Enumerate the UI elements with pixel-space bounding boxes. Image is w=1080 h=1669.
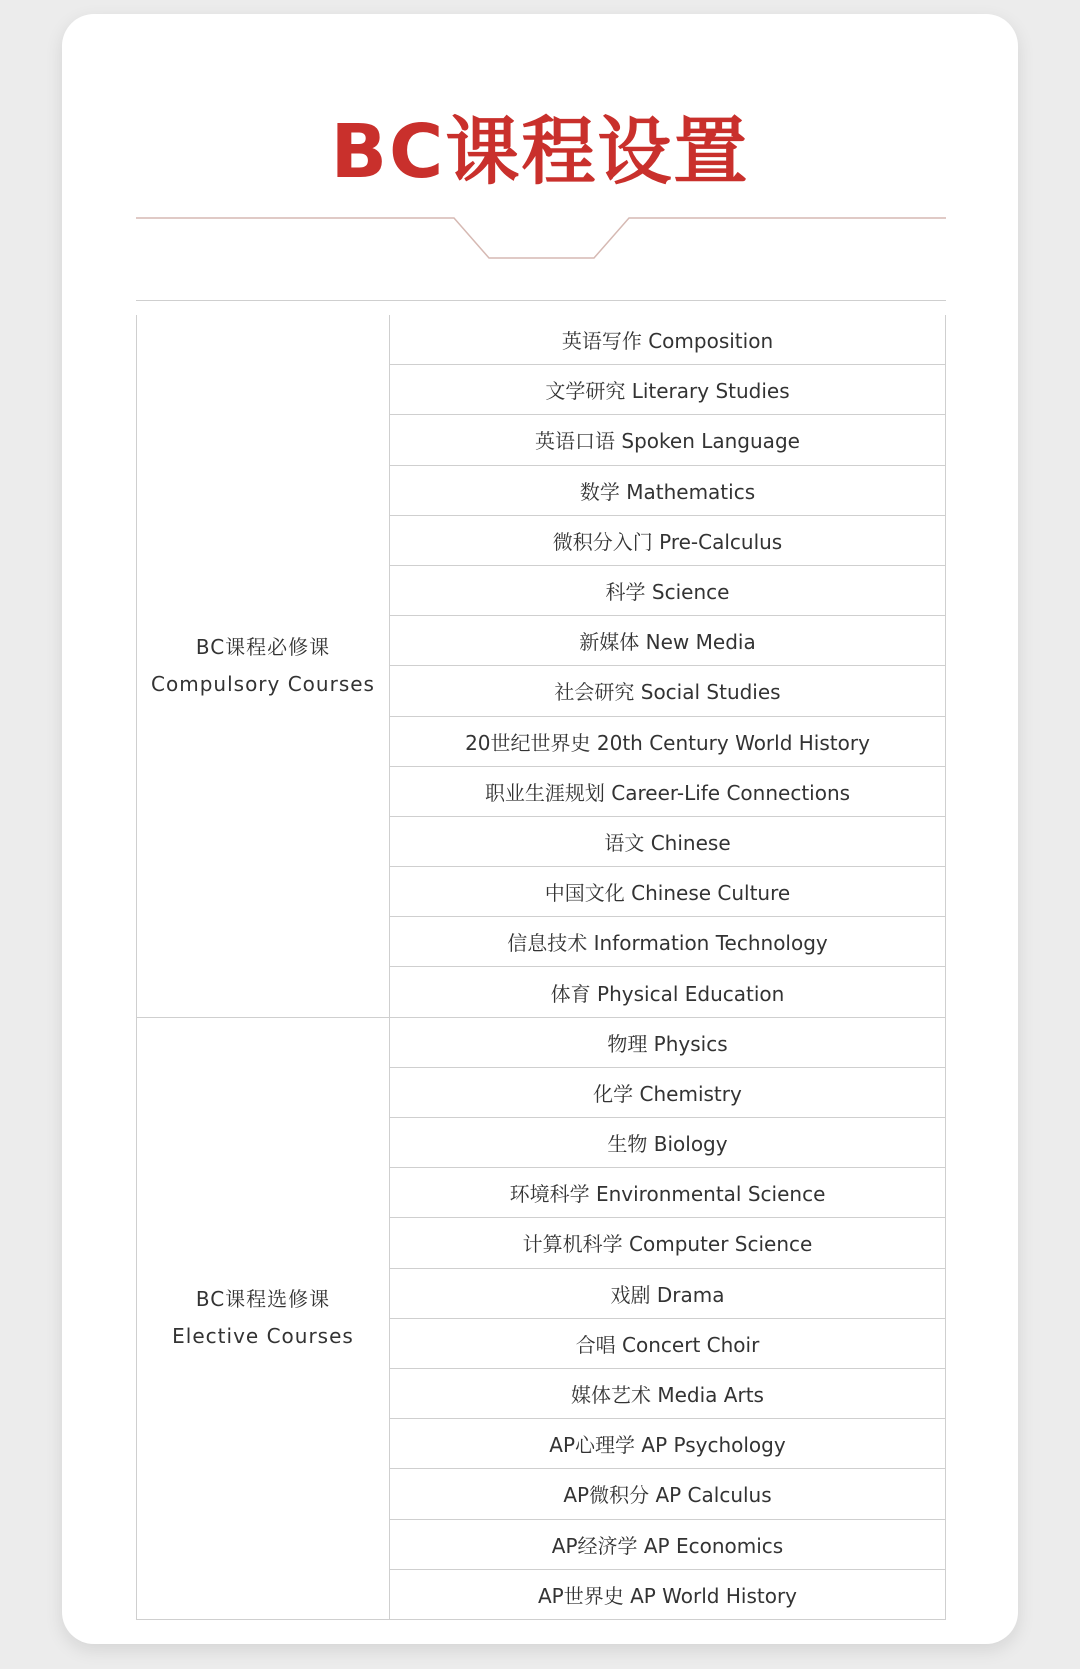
course-cell: 微积分入门 Pre-Calculus [390, 515, 946, 565]
course-cell: 英语写作 Composition [390, 315, 946, 365]
course-cell: 计算机科学 Computer Science [390, 1218, 946, 1268]
course-cell: 生物 Biology [390, 1118, 946, 1168]
course-cell: 物理 Physics [390, 1017, 946, 1067]
course-cell: 语文 Chinese [390, 816, 946, 866]
category-elective [137, 1017, 390, 1619]
course-cell: 体育 Physical Education [390, 967, 946, 1017]
course-cell: AP经济学 AP Economics [390, 1519, 946, 1569]
page-title: BC课程设置 [330, 109, 750, 195]
course-cell: 社会研究 Social Studies [390, 666, 946, 716]
category-label-cn: BC课程必修课 [195, 634, 331, 659]
course-table-body [137, 315, 946, 1619]
course-cell: 环境科学 Environmental Science [390, 1168, 946, 1218]
course-cell: 职业生涯规划 Career-Life Connections [390, 766, 946, 816]
table-top-rule [136, 300, 946, 301]
course-cell: 化学 Chemistry [390, 1067, 946, 1117]
course-cell: 文学研究 Literary Studies [390, 365, 946, 415]
table-row [137, 1017, 946, 1067]
course-cell: 新媒体 New Media [390, 616, 946, 666]
category-label-en: Elective Courses [172, 1324, 354, 1349]
course-cell: 中国文化 Chinese Culture [390, 867, 946, 917]
category-label-cn: BC课程选修课 [195, 1287, 331, 1312]
course-cell: AP微积分 AP Calculus [390, 1469, 946, 1519]
category-label-en: Compulsory Courses [151, 671, 375, 696]
category-compulsory [137, 315, 390, 1017]
course-cell: 数学 Mathematics [390, 465, 946, 515]
course-cell: AP心理学 AP Psychology [390, 1419, 946, 1469]
divider-line [136, 218, 946, 258]
course-cell: 媒体艺术 Media Arts [390, 1368, 946, 1418]
course-cell: 科学 Science [390, 565, 946, 615]
title-divider [136, 212, 946, 272]
course-cell: 合唱 Concert Choir [390, 1318, 946, 1368]
course-table [136, 315, 946, 1620]
table-row [137, 315, 946, 365]
content-card [62, 14, 1018, 1644]
course-cell: 信息技术 Information Technology [390, 917, 946, 967]
course-cell: 20世纪世界史 20th Century World History [390, 716, 946, 766]
course-cell: 英语口语 Spoken Language [390, 415, 946, 465]
course-cell: AP世界史 AP World History [390, 1569, 946, 1619]
course-cell: 戏剧 Drama [390, 1268, 946, 1318]
